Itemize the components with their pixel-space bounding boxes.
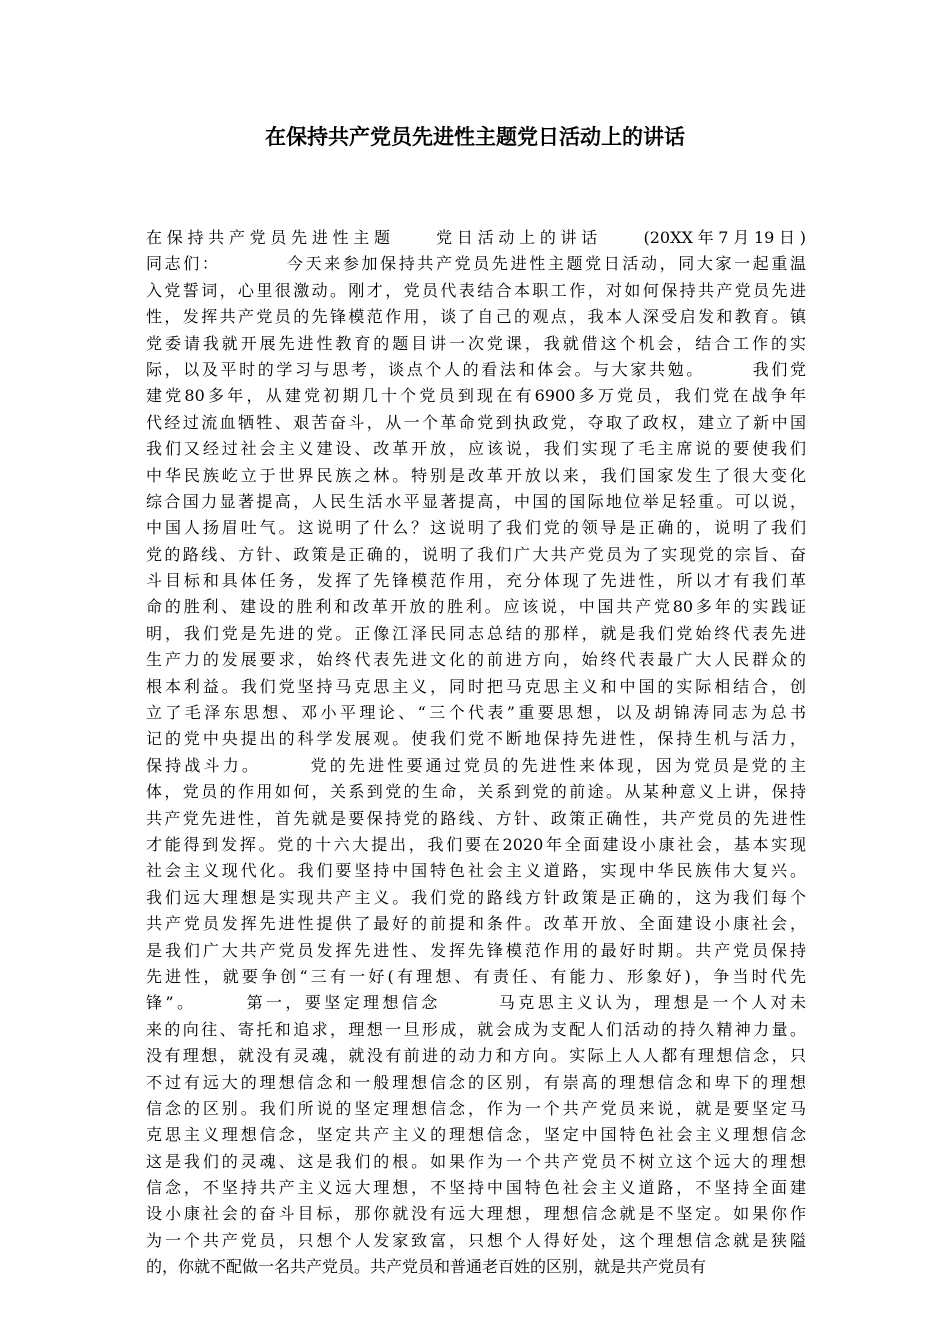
document-title: 在保持共产党员先进性主题党日活动上的讲话 [265,125,685,149]
body-line: 来的向往、寄托和追求，理想一旦形成，就会成为支配人们活动的持久精神力量。 [146,1019,806,1039]
body-line: 我们远大理想是实现共产主义。我们党的路线方针政策是正确的，这为我们每个 [146,887,806,907]
body-line: 才能得到发挥。党的十六大提出，我们要在2020年全面建设小康社会，基本实现 [146,834,806,854]
body-line: 斗目标和具体任务，发挥了先锋模范作用，充分体现了先进性，所以才有我们革 [146,571,806,591]
body-line: 共产党员发挥先进性提供了最好的前提和条件。改革开放、全面建设小康社会， [146,914,806,934]
document-body [146,225,806,1281]
body-line: 根本利益。我们党坚持马克思主义，同时把马克思主义和中国的实际相结合，创 [146,676,806,696]
body-line: 建党80多年，从建党初期几十个党员到现在有6900多万党员，我们党在战争年 [146,386,806,406]
body-line: 综合国力显著提高，人民生活水平显著提高，中国的国际地位举足轻重。可以说， [146,491,806,511]
body-line: 先进性，就要争创“三有一好(有理想、有责任、有能力、形象好)，争当时代先 [146,966,806,986]
body-line: 是我们广大共产党员发挥先进性、发挥先锋模范作用的最好时期。共产党员保持 [146,940,806,960]
body-line: 克思主义理想信念，坚定共产主义的理想信念，坚定中国特色社会主义理想信念 [146,1125,806,1145]
body-line: 明，我们党是先进的党。正像江泽民同志总结的那样，就是我们党始终代表先进 [146,623,806,643]
body-line: 我们又经过社会主义建设、改革开放，应该说，我们实现了毛主席说的要使我们 [146,439,806,459]
body-line: 在保持共产党员先进性主题 党日活动上的讲话 (20XX年7月19日) [146,228,806,247]
body-line: 立了毛泽东思想、邓小平理论、“三个代表”重要思想，以及胡锦涛同志为总书 [146,703,806,723]
body-line: 入党誓词，心里很激动。刚才，党员代表结合本职工作，对如何保持共产党员先进 [146,280,806,300]
body-line: 命的胜利、建设的胜利和改革开放的胜利。应该说，中国共产党80多年的实践证 [146,597,806,617]
body-line: 体，党员的作用如何，关系到党的生命，关系到党的前途。从某种意义上讲，保持 [146,782,806,802]
body-line: 生产力的发展要求，始终代表先进文化的前进方向，始终代表最广大人民群众的 [146,650,806,670]
body-line: 中国人扬眉吐气。这说明了什么？这说明了我们党的领导是正确的，说明了我们 [146,518,806,538]
body-line: 代经过流血牺牲、艰苦奋斗，从一个革命党到执政党，夺取了政权，建立了新中国 [146,412,806,432]
body-line: 党的路线、方针、政策是正确的，说明了我们广大共产党员为了实现党的宗旨、奋 [146,544,806,564]
body-line: 性，发挥共产党员的先锋模范作用，谈了自己的观点，我本人深受启发和教育。镇 [146,307,806,327]
body-line: 设小康社会的奋斗目标，那你就没有远大理想，理想信念就是不坚定。如果你作 [146,1204,806,1224]
body-line: 党委请我就开展先进性教育的题目讲一次党课，我就借这个机会，结合工作的实 [146,333,806,353]
body-line: 的，你就不配做一名共产党员。共产党员和普通老百姓的区别，就是共产党员有 [146,1257,707,1277]
body-line: 社会主义现代化。我们要坚持中国特色社会主义道路，实现中华民族伟大复兴。 [146,861,806,881]
body-line: 共产党先进性，首先就是要保持党的路线、方针、政策正确性，共产党员的先进性 [146,808,806,828]
body-line: 不过有远大的理想信念和一般理想信念的区别，有崇高的理想信念和卑下的理想 [146,1072,806,1092]
body-line: 际，以及平时的学习与思考，谈点个人的看法和体会。与大家共勉。 我们党 [146,359,806,379]
body-line: 锋”。 第一，要坚定理想信念 马克思主义认为，理想是一个人对未 [146,993,806,1013]
body-line: 保持战斗力。 党的先进性要通过党员的先进性来体现，因为党员是党的主 [146,755,806,775]
body-line: 信念的区别。我们所说的坚定理想信念，作为一个共产党员来说，就是要坚定马 [146,1098,806,1118]
body-line: 中华民族屹立于世界民族之林。特别是改革开放以来，我们国家发生了很大变化 [146,465,806,485]
body-line: 为一个共产党员，只想个人发家致富，只想个人得好处，这个理想信念就是狭隘 [146,1230,806,1250]
body-line: 同志们： 今天来参加保持共产党员先进性主题党日活动，同大家一起重温 [146,254,806,274]
body-line: 没有理想，就没有灵魂，就没有前进的动力和方向。实际上人人都有理想信念，只 [146,1046,806,1066]
body-line: 这是我们的灵魂、这是我们的根。如果作为一个共产党员不树立这个远大的理想 [146,1151,806,1171]
body-line: 信念，不坚持共产主义远大理想，不坚持中国特色社会主义道路，不坚持全面建 [146,1178,806,1198]
body-line: 记的党中央提出的科学发展观。使我们党不断地保持先进性，保持生机与活力， [146,729,806,749]
